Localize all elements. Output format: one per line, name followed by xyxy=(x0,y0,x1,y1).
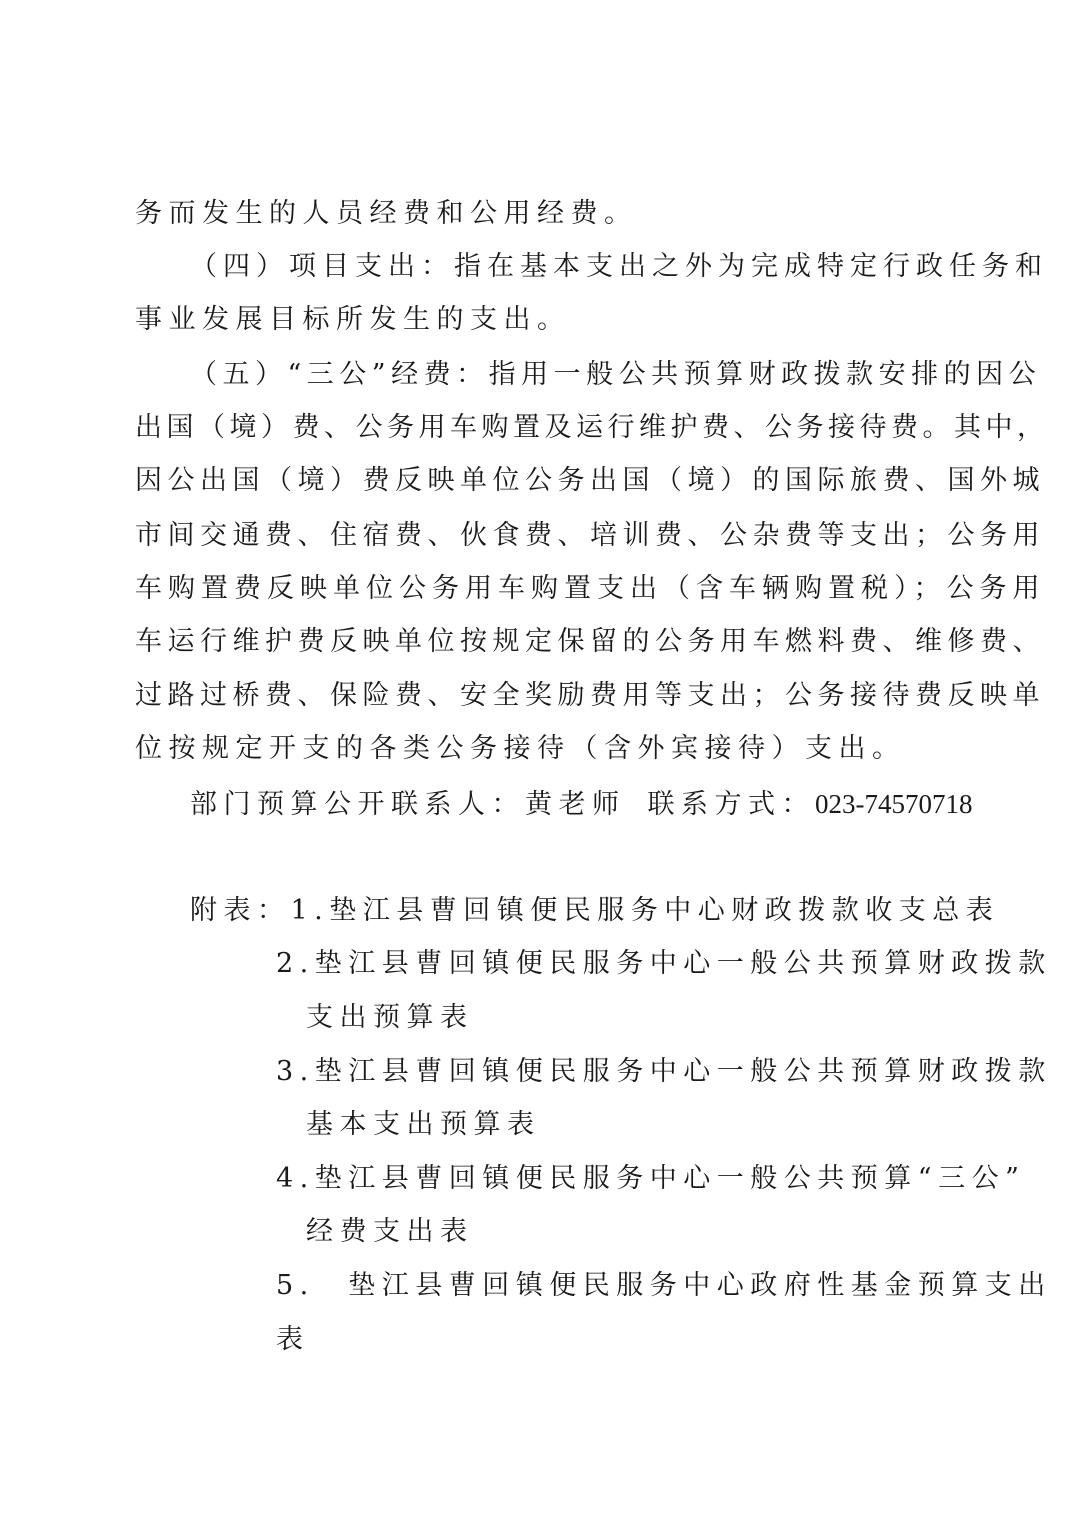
appendix-item-3: 3.垫江县曹回镇便民服务中心一般公共预算财政拨款 xyxy=(276,1056,1052,1087)
body-line: 位按规定开支的各类公务接待（含外宾接待）支出。 xyxy=(135,733,906,764)
body-line: 事业发展目标所发生的支出。 xyxy=(135,304,571,335)
appendix-item-1 xyxy=(190,893,999,929)
contact-person: 部门预算公开联系人：黄老师 xyxy=(190,789,626,820)
appendix-item-text: 1.垫江县曹回镇便民服务中心财政拨款收支总表 xyxy=(290,895,1000,926)
appendix-item-3-cont: 基本支出预算表 xyxy=(306,1109,541,1140)
contact-phone: 023-74570718 xyxy=(815,789,973,819)
body-line: 过路过桥费、保险费、安全奖励费用等支出；公务接待费反映单 xyxy=(135,680,1045,711)
body-line: 车运行维护费反映单位按规定保留的公务用车燃料费、维修费、 xyxy=(135,626,1045,657)
body-line: （五）“三公”经费：指用一般公共预算财政拨款安排的因公 xyxy=(190,359,1042,390)
appendix-item-2: 2.垫江县曹回镇便民服务中心一般公共预算财政拨款 xyxy=(276,948,1052,979)
appendix-prefix: 附表： xyxy=(190,895,291,926)
body-line: 市间交通费、住宿费、伙食费、培训费、公杂费等支出；公务用 xyxy=(135,520,1045,551)
contact-phone-label: 联系方式： xyxy=(647,789,815,820)
appendix-item-4: 4.垫江县曹回镇便民服务中心一般公共预算“三公” xyxy=(276,1163,1026,1194)
appendix-item-4-cont: 经费支出表 xyxy=(306,1216,474,1247)
contact-line xyxy=(190,786,973,823)
body-line: 车购置费反映单位公务用车购置支出（含车辆购置税）；公务用 xyxy=(135,573,1046,604)
appendix-item-2-cont: 支出预算表 xyxy=(306,1002,474,1033)
body-line: 务而发生的人员经费和公用经费。 xyxy=(135,198,638,229)
appendix-item-5: 5. 垫江县曹回镇便民服务中心政府性基金预算支出 xyxy=(276,1270,1052,1301)
body-line: 因公出国（境）费反映单位公务出国（境）的国际旅费、国外城 xyxy=(135,465,1045,496)
appendix-item-5-cont: 表 xyxy=(276,1324,310,1355)
body-line: 出国（境）费、公务用车购置及运行维护费、公务接待费。其中， xyxy=(135,412,1049,443)
body-line: （四）项目支出：指在基本支出之外为完成特定行政任务和 xyxy=(190,251,1048,282)
